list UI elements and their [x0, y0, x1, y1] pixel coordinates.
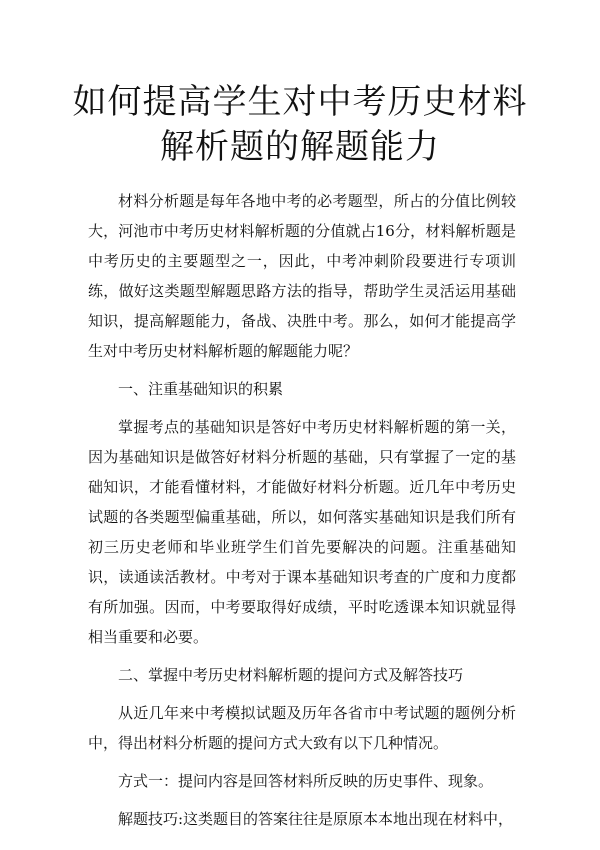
section-1-paragraph: 掌握考点的基础知识是答好中考历史材料解析题的第一关，因为基础知识是做答好材料分析题的基础，只有掌握了一定的基础知识，才能看懂材料，才能做好材料分析题。近几年中考历史试题的各类题型偏重基础，所以，如何落实基础知识是我们所有初三历史老师和毕业班学生们首先要解决的问题。注重基础知识，读通读活教材。中考对于课本基础知识考查的广度和力度都有所加强。因而，中考要取得好成绩，平时吃透课本知识就显得相当重要和必要。	[88, 418, 516, 646]
method-one-paragraph: 方式一：提问内容是回答材料所反映的历史事件、现象。	[118, 772, 494, 790]
technique-paragraph: 解题技巧:这类题目的答案往往是原原本本地出现在材料中，	[118, 810, 514, 828]
intro-paragraph: 材料分析题是每年各地中考的必考题型，所占的分值比例较大，河池市中考历史材料解析题的分值就占16分，材料解析题是中考历史的主要题型之一，因此，中考冲刺阶段要进行专项训练，做好这类题型解题思路方法的指导，帮助学生灵活运用基础知识，提高解题能力，备战、决胜中考。那么，如何才能提高学生对中考历史材料解析题的解题能力呢？	[88, 192, 516, 360]
body-text	[88, 186, 516, 842]
section-heading-2: 二、掌握中考历史材料解析题的提问方式及解答技巧	[118, 666, 464, 684]
section-2-paragraph: 从近几年来中考模拟试题及历年各省市中考试题的题例分析中，得出材料分析题的提问方式大致有以下几种情况。	[88, 704, 516, 752]
section-heading-1: 一、注重基础知识的积累	[118, 380, 284, 398]
title-line-1: 如何提高学生对中考历史材料	[72, 82, 528, 122]
title-line-2: 解析题的解题能力	[160, 127, 440, 167]
